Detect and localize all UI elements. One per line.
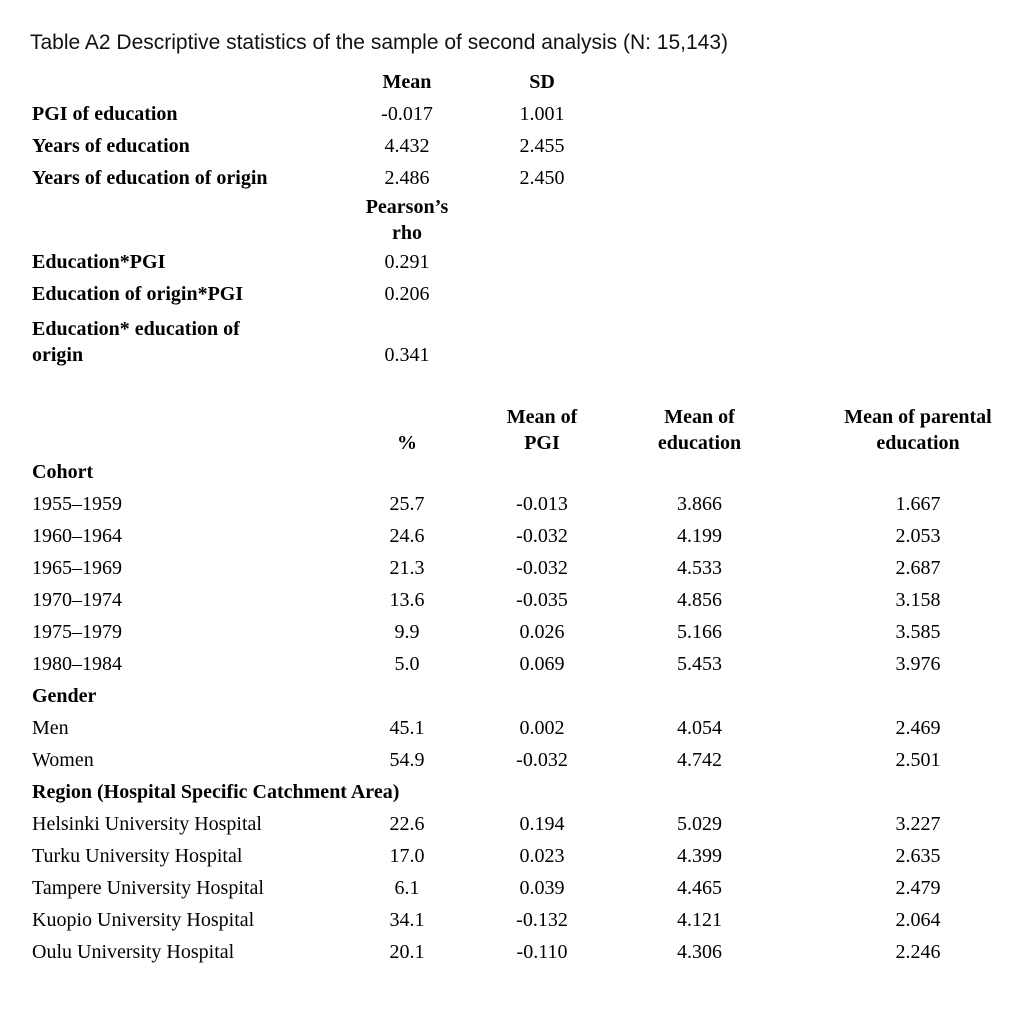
row-label: Years of education (32, 135, 190, 157)
column-header-mean-of-pgi (452, 404, 632, 456)
table-row (0, 246, 1024, 278)
pct-value: 21.3 (389, 557, 425, 579)
row-label: 1955–1959 (32, 493, 122, 515)
mean-of-education-label: Mean of education (657, 406, 742, 454)
group-header-cohort (0, 456, 1024, 488)
correlation-header-row (0, 194, 1024, 246)
column-header-sd: SD (529, 71, 555, 93)
mean-parental-education-value: 1.667 (895, 493, 941, 515)
table-row (0, 520, 1024, 552)
pct-value: 24.6 (389, 525, 425, 547)
column-header-percent: % (397, 432, 417, 454)
row-label: Men (32, 717, 69, 739)
mean-parental-education-value: 3.227 (895, 813, 941, 835)
mean-parental-education-value: 2.479 (895, 877, 941, 899)
table-row (0, 488, 1024, 520)
sd-value: 1.001 (519, 103, 565, 125)
mean-education-value: 4.054 (677, 717, 722, 739)
table-row (0, 584, 1024, 616)
mean-parental-education-value: 2.053 (895, 525, 941, 547)
mean-parental-education-value: 2.635 (895, 845, 941, 867)
pct-value: 13.6 (389, 589, 425, 611)
mean-pgi-value: -0.110 (516, 941, 568, 963)
mean-parental-education-value: 2.246 (895, 941, 941, 963)
mean-pgi-value: -0.032 (516, 557, 568, 579)
pct-value: 34.1 (389, 909, 425, 931)
table-row (0, 808, 1024, 840)
table-row (0, 278, 1024, 310)
stats-header-row (0, 66, 1024, 98)
mean-parental-education-value: 2.501 (895, 749, 941, 771)
mean-education-value: 4.742 (677, 749, 722, 771)
mean-pgi-value: -0.132 (516, 909, 568, 931)
table-row (0, 648, 1024, 680)
mean-parental-education-value: 3.976 (895, 653, 941, 675)
table-row (0, 712, 1024, 744)
mean-pgi-value: 0.069 (519, 653, 565, 675)
table-row (0, 130, 1024, 162)
mean-parental-education-value: 2.064 (895, 909, 941, 931)
column-header-mean-of-parental-education (818, 404, 1018, 456)
table-row (0, 936, 1024, 968)
mean-value: 4.432 (384, 135, 430, 157)
mean-pgi-value: -0.032 (516, 749, 568, 771)
mean-education-value: 3.866 (677, 493, 722, 515)
pct-value: 54.9 (389, 749, 425, 771)
row-label-wrap (32, 316, 362, 368)
row-label: Helsinki University Hospital (32, 813, 262, 835)
table-row (0, 744, 1024, 776)
group-header-label: Gender (32, 685, 97, 707)
row-label: Women (32, 749, 94, 771)
sample-table-header-row (0, 404, 1024, 456)
rho-value: 0.206 (384, 283, 430, 305)
pct-value: 17.0 (389, 845, 425, 867)
row-label: 1960–1964 (32, 525, 122, 547)
column-header-mean-of-education (632, 404, 767, 456)
mean-pgi-value: 0.026 (519, 621, 565, 643)
mean-pgi-value: -0.032 (516, 525, 568, 547)
mean-education-value: 5.453 (677, 653, 722, 675)
pct-value: 25.7 (389, 493, 425, 515)
rho-value: 0.291 (384, 251, 430, 273)
row-label: Education*PGI (32, 251, 166, 273)
mean-of-pgi-label: Mean of PGI (506, 406, 578, 454)
pearsons-rho-label: Pearson’s rho (365, 196, 449, 244)
table-title: Table A2 Descriptive statistics of the sample of second analysis (N: 15,143) (30, 31, 729, 54)
mean-parental-education-value: 3.585 (895, 621, 941, 643)
sd-value: 2.455 (519, 135, 565, 157)
mean-value: 2.486 (384, 167, 430, 189)
mean-parental-education-value: 2.469 (895, 717, 941, 739)
mean-pgi-value: -0.035 (516, 589, 568, 611)
header-spacer (32, 66, 362, 98)
column-header-pearsons-rho (352, 194, 462, 246)
pct-value: 6.1 (394, 877, 420, 899)
row-label: PGI of education (32, 103, 178, 125)
row-label: Education* education of origin (32, 318, 240, 366)
group-header-region (0, 776, 1024, 808)
row-label: Oulu University Hospital (32, 941, 235, 963)
pct-value: 22.6 (389, 813, 425, 835)
table-row (0, 904, 1024, 936)
row-label: 1975–1979 (32, 621, 122, 643)
group-header-gender (0, 680, 1024, 712)
mean-pgi-value: 0.023 (519, 845, 565, 867)
mean-education-value: 4.465 (677, 877, 722, 899)
pct-value: 45.1 (389, 717, 425, 739)
mean-education-value: 4.306 (677, 941, 722, 963)
mean-education-value: 4.121 (677, 909, 722, 931)
table-row (0, 616, 1024, 648)
descriptive-statistics-table (0, 66, 1024, 968)
rho-value: 0.341 (384, 344, 430, 366)
mean-education-value: 4.199 (677, 525, 722, 547)
mean-parental-education-value: 2.687 (895, 557, 941, 579)
table-row (0, 162, 1024, 194)
row-label: Years of education of origin (32, 167, 268, 189)
mean-parental-education-value: 3.158 (895, 589, 941, 611)
table-row (0, 872, 1024, 904)
mean-pgi-value: 0.039 (519, 877, 565, 899)
group-header-label: Cohort (32, 461, 94, 483)
sd-value: 2.450 (519, 167, 565, 189)
row-label: 1980–1984 (32, 653, 122, 675)
mean-education-value: 5.029 (677, 813, 722, 835)
row-label: 1970–1974 (32, 589, 122, 611)
mean-pgi-value: 0.002 (519, 717, 565, 739)
table-row (0, 316, 1024, 368)
mean-of-parental-education-label: Mean of parental education (844, 406, 992, 454)
table-row (0, 552, 1024, 584)
pct-value: 5.0 (394, 653, 420, 675)
row-label: Education of origin*PGI (32, 283, 244, 305)
group-header-label: Region (Hospital Specific Catchment Area) (32, 781, 400, 803)
row-label: 1965–1969 (32, 557, 122, 579)
mean-education-value: 4.533 (677, 557, 722, 579)
pct-value: 9.9 (394, 621, 420, 643)
mean-value: -0.017 (381, 103, 433, 125)
row-label: Tampere University Hospital (32, 877, 264, 899)
column-header-mean: Mean (382, 71, 432, 93)
mean-education-value: 5.166 (677, 621, 722, 643)
header-spacer (32, 194, 362, 246)
mean-education-value: 4.856 (677, 589, 722, 611)
row-label: Kuopio University Hospital (32, 909, 255, 931)
table-row (0, 840, 1024, 872)
mean-education-value: 4.399 (677, 845, 722, 867)
mean-pgi-value: -0.013 (516, 493, 568, 515)
row-label: Turku University Hospital (32, 845, 243, 867)
mean-pgi-value: 0.194 (519, 813, 565, 835)
pct-value: 20.1 (389, 941, 425, 963)
table-row (0, 98, 1024, 130)
